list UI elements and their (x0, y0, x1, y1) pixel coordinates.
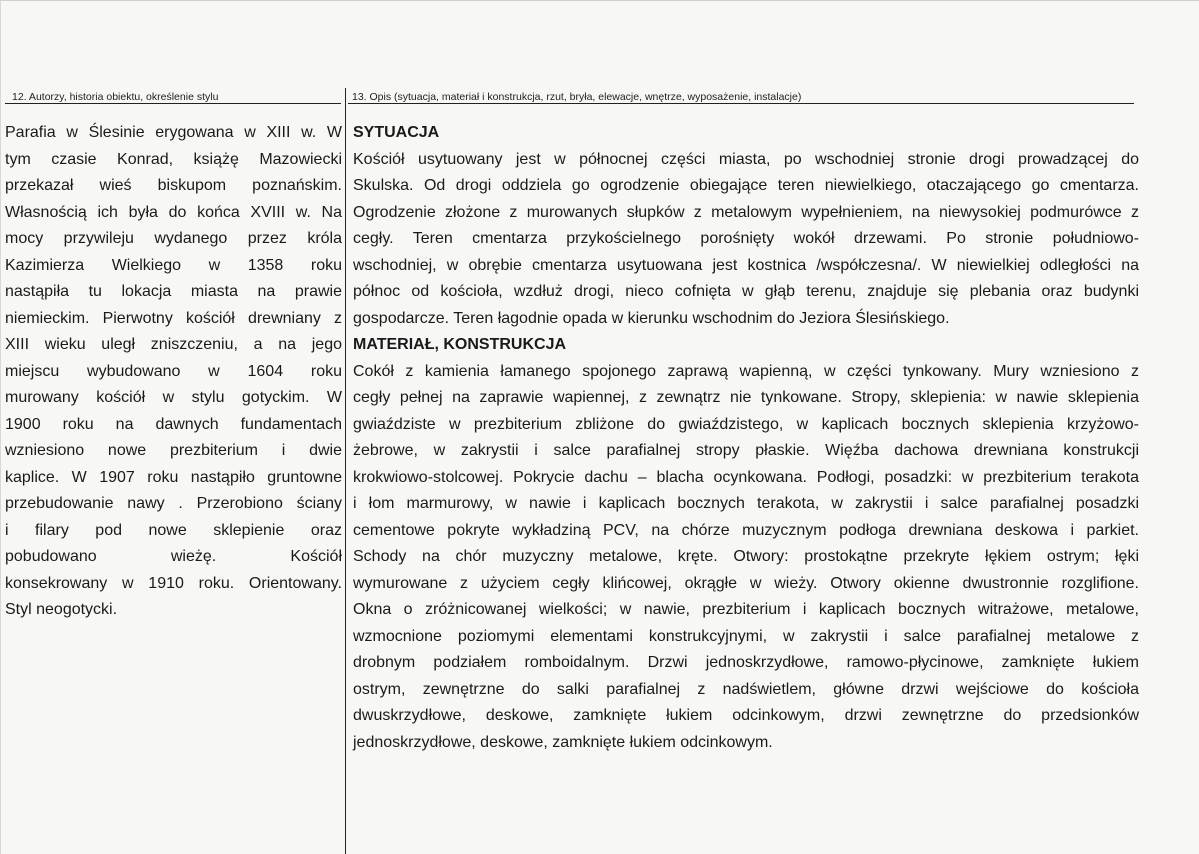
history-line: wzniesiono nowe prezbiterium i dwie (5, 442, 342, 459)
material-line: ostrym, zewnętrzne do salki parafialnej z nadświetlem, główne drzwi wejściowe do kościoła (353, 680, 1139, 698)
sytuacja-line: gospodarcze. Teren łagodnie opada w kierunku wschodnim do Jeziora Ślesińskiego. (353, 309, 950, 327)
history-line: przebudowanie nawy . Przerobiono ściany (5, 495, 342, 512)
right-header-rule (348, 103, 1134, 104)
material-line: wzmocnione poziomymi elementami konstrukcyjnymi, w zakrystii i salce parafialnej metalowe z (353, 627, 1139, 645)
sytuacja-line: Ogrodzenie złożone z murowanych słupków z metalowym wypełnieniem, na niewysokiej podmurówce z (353, 203, 1139, 221)
material-line: cegły pełnej na zaprawie wapiennej, z zewnątrz nie tynkowane. Stropy, sklepienia: w nawie sklepienia (353, 389, 1139, 406)
history-line: murowany kościół w stylu gotyckim. W (5, 389, 342, 406)
material-line: żebrowe, w zakrystii i salce parafialnej stropy płaskie. Więźba dachowa drewniana konstrukcji (353, 442, 1139, 459)
section-12-label: 12. Autorzy, historia obiektu, określenie stylu (12, 91, 219, 103)
sytuacja-line: północ od kościoła, wzdłuż drogi, nieco cofnięta w głąb terenu, znajduje się plebania oraz budynki (353, 283, 1139, 300)
history-line: i filary pod nowe sklepienie oraz (5, 521, 342, 539)
history-line: miejscu wybudowano w 1604 roku (5, 362, 342, 380)
history-line: konsekrowany w 1910 roku. Orientowany. (5, 574, 342, 592)
material-line: Cokół z kamienia łamanego spojonego zaprawą wapienną, w części tynkowany. Mury wzniesiono z (353, 362, 1139, 380)
sytuacja-line: Kościół usytuowany jest w północnej części miasta, po wschodniej stronie drogi prowadzącej do (353, 150, 1139, 168)
sytuacja-line: Skulska. Od drogi oddziela go ogrodzenie obiegające teren niewielkiego, otaczającego go cmentarza. (353, 177, 1139, 194)
description-column (353, 120, 1139, 756)
history-line: niemieckim. Pierwotny kościół drewniany z (5, 309, 342, 327)
history-line: 1900 roku na dawnych fundamentach (5, 415, 342, 433)
material-line: drobnym podziałem romboidalnym. Drzwi jednoskrzydłowe, ramowo-płycinowe, zamknięte łukiem (353, 654, 1139, 671)
material-line: gwiaździste w prezbiterium zbliżone do gwiaździstego, w kaplicach bocznych sklepienia krzyżowo- (353, 415, 1139, 433)
history-line: Styl neogotycki. (5, 601, 118, 618)
history-line: Własnością ich była do końca XVIII w. Na (5, 203, 342, 221)
history-line: przekazał wieś biskupom poznańskim. (5, 177, 342, 194)
material-line: cementowe pokryte wykładziną PCV, na chórze muzycznym podłoga drewniana deskowa i parkiet. (353, 521, 1139, 539)
material-heading: MATERIAŁ, KONSTRUKCJA (353, 336, 567, 353)
history-line: pobudowano wieżę. Kościół (5, 548, 342, 565)
history-column (5, 120, 342, 624)
history-line: XIII wieku uległ zniszczeniu, a na jego (5, 336, 342, 353)
material-line: krokwiowo-stolcowej. Pokrycie dachu – blacha ocynkowana. Podłogi, posadzki: w prezbiterium terakota (353, 468, 1139, 486)
history-line: tym czasie Konrad, książę Mazowiecki (5, 150, 342, 168)
material-line: Okna o zróżnicowanej wielkości; w nawie, prezbiterium i kaplicach bocznych witrażowe, metalowe, (353, 601, 1139, 618)
history-line: kaplice. W 1907 roku nastąpiło gruntowne (5, 468, 342, 486)
history-line: Kazimierza Wielkiego w 1358 roku (5, 256, 342, 274)
material-line: jednoskrzydłowe, deskowe, zamknięte łukiem odcinkowym. (353, 733, 773, 751)
left-header-rule (5, 103, 341, 104)
material-line: dwuskrzydłowe, deskowe, zamknięte łukiem odcinkowym, drzwi zewnętrzne do przedsionków (353, 707, 1139, 724)
sytuacja-heading: SYTUACJA (353, 124, 440, 141)
material-line: wymurowane z użyciem cegły klińcowej, okrągłe w wieży. Otwory okienne dwustronnie rozglifione. (353, 574, 1139, 592)
section-13-label: 13. Opis (sytuacja, materiał i konstrukcja, rzut, bryła, elewacje, wnętrze, wyposażenie, instalacje) (352, 91, 802, 103)
material-line: i łom marmurowy, w nawie i kaplicach bocznych terakota, w zakrystii i salce parafialnej posadzki (353, 495, 1139, 512)
history-line: mocy przywileju wydanego przez króla (5, 230, 342, 247)
history-line: Parafia w Ślesinie erygowana w XIII w. W (5, 124, 342, 141)
material-line: Schody na chór muzyczny metalowe, kręte. Otwory: prostokątne przekryte łękiem ostrym; łęki (353, 548, 1139, 565)
sytuacja-line: cegły. Teren cmentarza przykościelnego porośnięty wokół drzewami. Po stronie południowo- (353, 230, 1139, 247)
column-divider (345, 88, 346, 854)
history-line: nastąpiła tu lokacja miasta na prawie (5, 283, 342, 300)
sytuacja-line: wschodniej, w obrębie cmentarza usytuowana jest kostnica /współczesna/. W niewielkiej odległości na (353, 256, 1139, 274)
